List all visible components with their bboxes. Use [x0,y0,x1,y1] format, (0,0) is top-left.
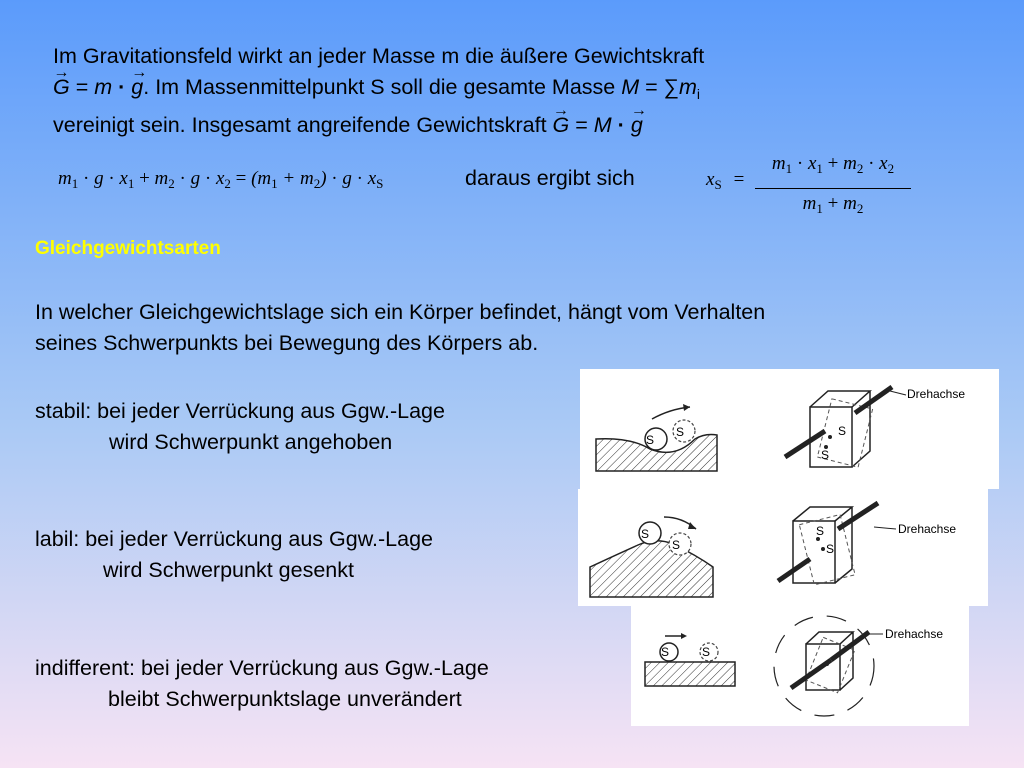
vector-g: → g [631,110,643,141]
rotating-cube-labile [778,503,878,585]
svg-text:S: S [826,542,835,556]
paragraph: In welcher Gleichgewichtslage sich ein Körper befindet, hängt vom Verhalten seines Schwerpunkts bei Bewegung des Körpers ab. [35,300,766,355]
indifferent-equilibrium-diagram [631,606,969,726]
vector-G: → G [553,110,570,141]
intro-text [53,41,704,141]
vector-G: → G [53,72,70,103]
drehachse-label-3: Drehachse [885,627,944,641]
vector-g: → g [131,72,143,103]
svg-text:S: S [821,448,830,462]
section-heading: Gleichgewichtsarten [35,238,221,259]
daraus-text: daraus ergibt sich [465,166,635,190]
drehachse-label-2: Drehachse [898,522,957,536]
figure-stable [580,369,999,489]
rotating-cube-indifferent [774,616,874,716]
rotating-cube-stable [785,387,892,467]
intro-line-3: vereinigt sein. Insgesamt angreifende Gewichtskraft → G = M · → g [53,110,704,141]
fraction-bar [755,188,911,189]
intro-line-2: → G = m · → g. Im Massenmittelpunkt S soll die gesamte Masse $M = \sum m_i$ [53,72,704,110]
case-indifferent: indifferent: bei jeder Verrückung aus Ggw.-Lage bleibt Schwerpunktslage unverändert [35,656,489,711]
svg-text:S: S [661,645,670,659]
svg-text:S: S [702,645,711,659]
svg-text:S: S [838,424,847,438]
fraction-denominator: $m_1 + m_2$ [802,193,864,216]
intro-line-1: Im Gravitationsfeld wirkt an jeder Masse m die äußere Gewichtskraft [53,44,705,68]
svg-text:S: S [676,425,685,439]
figure-labile [578,489,988,606]
case-labile: labil: bei jeder Verrückung aus Ggw.-Lage wird Schwerpunkt gesenkt [35,527,433,582]
balance-equation: $m_1 \cdot g \cdot x_1 + m_2 \cdot g \cdot x_2 = (m_1 + m_2) \cdot g \cdot x_S$ [58,168,384,191]
svg-text:S: S [672,538,681,552]
figure-indifferent [631,606,969,726]
xs-label: $x_S$ = [706,169,745,192]
svg-text:S: S [646,433,655,447]
drehachse-label-1: Drehachse [907,387,966,401]
stable-equilibrium-diagram [580,369,999,489]
fraction-numerator: $m_1 \cdot x_1 + m_2 \cdot x_2$ [771,153,895,176]
svg-text:S: S [641,527,650,541]
case-stable: stabil: bei jeder Verrückung aus Ggw.-Lage wird Schwerpunkt angehoben [35,399,445,454]
labile-equilibrium-diagram [578,489,988,606]
svg-text:S: S [816,524,825,538]
